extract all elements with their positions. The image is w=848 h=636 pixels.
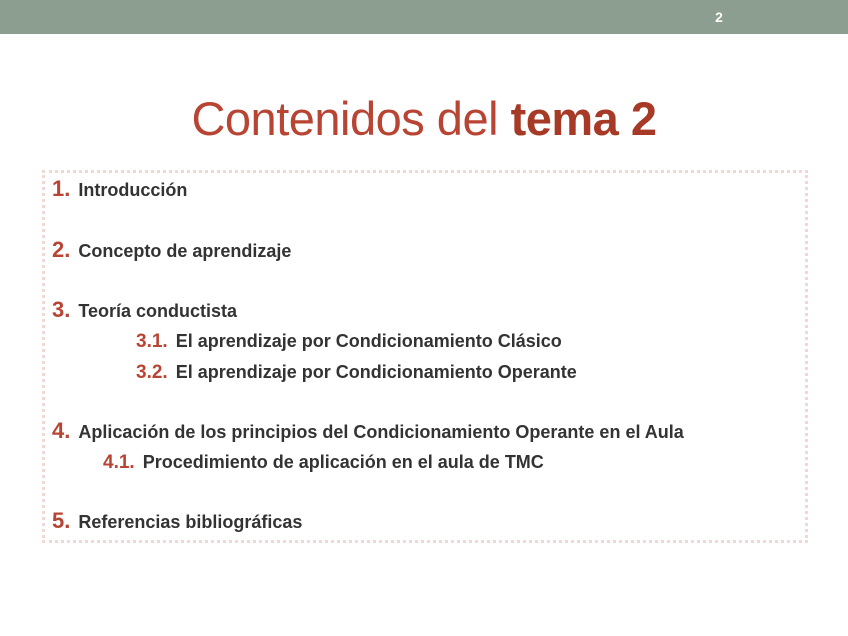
toc-label: El aprendizaje por Condicionamiento Operante (175, 362, 577, 382)
slide-title (0, 90, 848, 148)
toc-number: 3. (52, 297, 71, 322)
toc-number: 3.2. (136, 362, 168, 383)
toc-label: Introducción (78, 180, 188, 200)
toc-label: Teoría conductista (78, 301, 238, 321)
toc-item-3-2 (136, 361, 577, 384)
contents-box (42, 170, 808, 543)
title-bold: tema 2 (510, 92, 657, 145)
toc-item-4 (52, 420, 684, 443)
toc-item-3 (52, 299, 237, 322)
toc-item-5 (52, 510, 302, 533)
toc-label: Aplicación de los principios del Condicionamiento Operante en el Aula (78, 422, 684, 442)
toc-number: 2. (52, 237, 71, 262)
top-bar (0, 0, 848, 34)
slide-number: 2 (715, 9, 723, 25)
toc-item-1 (52, 178, 187, 201)
toc-number: 4. (52, 418, 71, 443)
toc-number: 3.1. (136, 331, 168, 352)
toc-label: Referencias bibliográficas (78, 512, 303, 532)
title-regular: Contenidos del (191, 92, 511, 145)
toc-item-3-1 (136, 330, 562, 353)
toc-number: 4.1. (103, 452, 135, 473)
toc-item-4-1 (103, 451, 544, 474)
toc-number: 1. (52, 176, 71, 201)
toc-item-2 (52, 239, 291, 262)
toc-label: Procedimiento de aplicación en el aula de TMC (142, 452, 544, 472)
toc-label: El aprendizaje por Condicionamiento Clásico (175, 331, 562, 351)
toc-number: 5. (52, 508, 71, 533)
toc-label: Concepto de aprendizaje (78, 241, 292, 261)
